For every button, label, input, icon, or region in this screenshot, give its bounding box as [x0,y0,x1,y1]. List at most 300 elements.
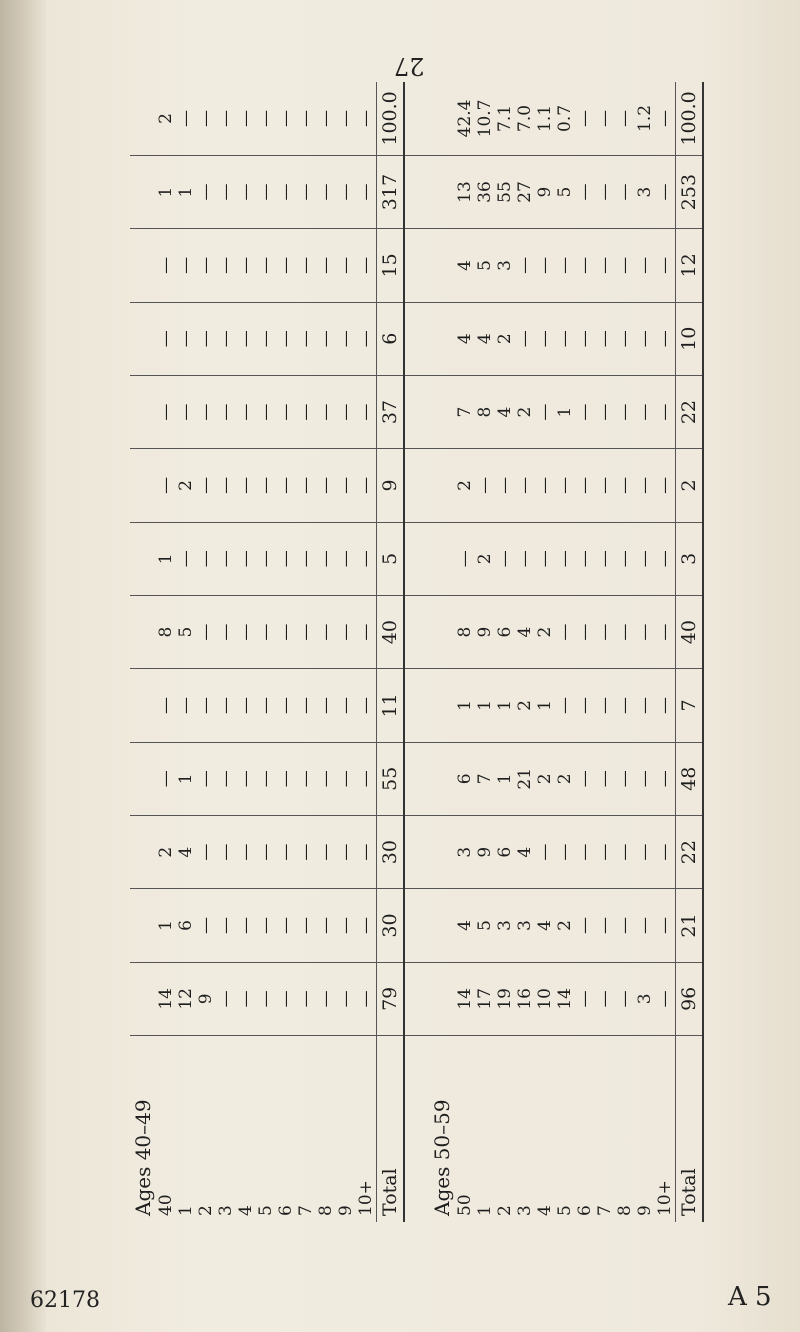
value-cell: — [595,889,615,962]
table-row [156,82,176,1222]
blank-cell [429,155,455,228]
value-cell: — [196,229,216,302]
value-cell: — [595,82,615,155]
gap-cell [404,595,429,668]
value-cell: — [595,669,615,742]
value-cell: 19 [495,962,515,1035]
value-cell: — [356,669,377,742]
value-cell: 1.1 [535,82,555,155]
total-cell: 40 [676,595,704,668]
value-cell: — [196,522,216,595]
value-cell: — [615,82,635,155]
total-cell: 100.0 [377,82,405,155]
value-cell: 9 [196,962,216,1035]
total-cell: 22 [676,815,704,888]
total-cell: 317 [377,155,405,228]
value-cell: — [276,742,296,815]
value-cell: — [216,449,236,522]
value-cell: 9 [475,815,495,888]
table-row [236,82,256,1222]
age-cell: 6 [575,1205,595,1216]
value-cell: 2 [535,595,555,668]
value-cell: 27 [515,155,535,228]
table-row [276,82,296,1222]
age-cell: 40 [156,1194,176,1216]
value-cell: — [296,889,316,962]
value-cell: — [655,82,676,155]
gap-cell [404,302,429,375]
value-cell: — [595,815,615,888]
table-row [595,82,615,1222]
value-cell: — [655,522,676,595]
value-cell: — [296,375,316,448]
value-cell: 7.1 [495,82,515,155]
value-cell: — [256,155,276,228]
value-cell: — [256,595,276,668]
value-cell: — [296,815,316,888]
blank-cell [130,595,156,668]
value-cell: — [236,742,256,815]
value-cell: — [236,82,256,155]
table-row [256,82,276,1222]
blank-cell [429,229,455,302]
value-cell: 2 [555,742,575,815]
age-cell: 3 [216,1205,236,1216]
value-cell: 2 [156,82,176,155]
value-cell: — [655,742,676,815]
value-cell: — [356,962,377,1035]
value-cell: — [196,889,216,962]
value-cell: — [535,375,555,448]
total-cell: 253 [676,155,704,228]
value-cell: — [356,82,377,155]
value-cell: — [575,962,595,1035]
value-cell: — [236,302,256,375]
value-cell: — [575,595,595,668]
blank-cell [130,229,156,302]
value-cell: 1 [535,669,555,742]
value-cell: — [655,302,676,375]
value-cell: — [316,595,336,668]
value-cell: 1 [156,155,176,228]
value-cell: — [316,302,336,375]
value-cell: — [336,82,356,155]
value-cell: 2 [475,522,495,595]
value-cell: 10.7 [475,82,495,155]
value-cell: 7 [455,375,475,448]
value-cell: — [156,449,176,522]
value-cell: — [615,522,635,595]
value-cell: — [176,375,196,448]
value-cell: — [256,669,276,742]
value-cell: — [336,449,356,522]
total-cell: 7 [676,669,704,742]
value-cell: — [276,155,296,228]
value-cell: 6 [495,595,515,668]
total-cell: 21 [676,889,704,962]
blank-cell [429,889,455,962]
value-cell: — [296,449,316,522]
table-row [336,82,356,1222]
total-cell: 40 [377,595,405,668]
total-cell: 22 [676,375,704,448]
value-cell: — [316,522,336,595]
total-cell: 79 [377,962,405,1035]
blank-cell [429,742,455,815]
value-cell: — [356,742,377,815]
value-cell: 4 [515,595,535,668]
value-cell: 1 [555,375,575,448]
gap-cell [404,522,429,595]
value-cell: — [515,522,535,595]
value-cell: — [316,962,336,1035]
total-cell: 15 [377,229,405,302]
value-cell: — [575,522,595,595]
value-cell: — [535,302,555,375]
value-cell: — [655,449,676,522]
value-cell: 10 [535,962,555,1035]
blank-cell [429,522,455,595]
value-cell: — [236,815,256,888]
age-cell: 9 [336,1205,356,1216]
age-cell: 1 [475,1205,495,1216]
section-gap [404,82,429,1222]
value-cell: — [316,889,336,962]
value-cell: 9 [535,155,555,228]
value-cell: — [555,229,575,302]
value-cell: — [336,595,356,668]
blank-cell [429,815,455,888]
value-cell: — [655,962,676,1035]
age-cell: 8 [615,1205,635,1216]
value-cell: — [615,375,635,448]
value-cell: — [296,522,316,595]
age-cell: 5 [256,1205,276,1216]
blank-cell [130,82,156,155]
blank-cell [429,669,455,742]
value-cell: 1 [495,742,515,815]
value-cell: 1 [176,155,196,228]
value-cell: 5 [475,889,495,962]
value-cell: — [196,375,216,448]
value-cell: 3 [495,229,515,302]
value-cell: 2 [455,449,475,522]
value-cell: 1 [176,742,196,815]
value-cell: — [296,595,316,668]
value-cell: 4 [535,889,555,962]
gap-cell [404,449,429,522]
value-cell: — [156,229,176,302]
value-cell: — [615,595,635,668]
value-cell: — [316,375,336,448]
value-cell: — [575,302,595,375]
value-cell: 1 [455,669,475,742]
section-label-row [429,82,455,1222]
total-row [676,82,704,1222]
value-cell: — [316,155,336,228]
value-cell: — [336,962,356,1035]
value-cell: 2 [555,889,575,962]
age-cell: 2 [495,1205,515,1216]
value-cell: — [296,962,316,1035]
value-cell: — [276,449,296,522]
value-cell: 7.0 [515,82,535,155]
value-cell: — [615,155,635,228]
value-cell: — [595,522,615,595]
value-cell: 1 [495,669,515,742]
value-cell: 4 [455,302,475,375]
value-cell: 6 [455,742,475,815]
value-cell: 3 [635,155,655,228]
value-cell: — [595,742,615,815]
value-cell: — [575,375,595,448]
table-row [515,82,535,1222]
value-cell: 4 [475,302,495,375]
total-row [377,82,405,1222]
table-row [555,82,575,1222]
value-cell: — [256,815,276,888]
value-cell: 42.4 [455,82,475,155]
table-row [316,82,336,1222]
blank-cell [130,889,156,962]
value-cell: 8 [475,375,495,448]
blank-cell [429,302,455,375]
value-cell: — [615,889,635,962]
value-cell: — [336,742,356,815]
value-cell: — [216,375,236,448]
total-cell: 9 [377,449,405,522]
value-cell: 5 [176,595,196,668]
value-cell: 14 [555,962,575,1035]
total-cell: 12 [676,229,704,302]
value-cell: — [276,375,296,448]
value-cell: — [615,962,635,1035]
gap-cell [404,742,429,815]
value-cell: — [216,155,236,228]
value-cell: — [475,449,495,522]
page-number: 27 [394,52,425,80]
value-cell: — [655,229,676,302]
value-cell: — [356,375,377,448]
value-cell: — [236,889,256,962]
table-row [356,82,377,1222]
value-cell: — [216,595,236,668]
value-cell: — [316,669,336,742]
value-cell: — [356,302,377,375]
age-cell: 4 [535,1205,555,1216]
value-cell: — [236,449,256,522]
blank-cell [130,669,156,742]
value-cell: 3 [635,962,655,1035]
age-cell: 6 [276,1205,296,1216]
value-cell: 1.2 [635,82,655,155]
value-cell: 4 [455,229,475,302]
age-cell: 3 [515,1205,535,1216]
total-cell: 37 [377,375,405,448]
blank-cell [130,375,156,448]
value-cell: — [595,302,615,375]
value-cell: — [176,302,196,375]
age-cell: 10+ [356,1180,376,1216]
gap-cell [404,82,429,155]
value-cell: — [256,742,276,815]
value-cell: — [555,302,575,375]
value-cell: 55 [495,155,515,228]
value-cell: — [196,669,216,742]
sheet-code: 62178 [30,1288,100,1313]
value-cell: — [196,302,216,375]
value-cell: — [535,449,555,522]
value-cell: — [256,302,276,375]
value-cell: — [276,889,296,962]
value-cell: 3 [495,889,515,962]
table-row [495,82,515,1222]
value-cell: — [216,522,236,595]
total-cell: 55 [377,742,405,815]
age-cell: 2 [196,1205,216,1216]
value-cell: 2 [156,815,176,888]
value-cell: 21 [515,742,535,815]
total-cell: 96 [676,962,704,1035]
blank-cell [130,302,156,375]
value-cell: — [555,449,575,522]
value-cell: — [495,522,515,595]
rotated-table [130,82,700,1222]
value-cell: 8 [156,595,176,668]
value-cell: 9 [475,595,495,668]
value-cell: — [256,522,276,595]
value-cell: — [336,155,356,228]
value-cell: — [336,229,356,302]
value-cell: — [595,155,615,228]
total-cell: 6 [377,302,405,375]
value-cell: — [635,229,655,302]
value-cell: — [256,375,276,448]
book-spine-shadow [0,0,46,1332]
blank-cell [429,375,455,448]
total-cell: 2 [676,449,704,522]
value-cell: — [156,375,176,448]
value-cell: — [296,302,316,375]
value-cell: 2 [515,375,535,448]
value-cell: — [236,522,256,595]
value-cell: — [336,815,356,888]
blank-cell [130,742,156,815]
value-cell: — [655,155,676,228]
value-cell: — [196,82,216,155]
value-cell: — [236,229,256,302]
value-cell: — [555,815,575,888]
value-cell: — [615,229,635,302]
value-cell: — [595,449,615,522]
value-cell: — [276,962,296,1035]
value-cell: — [575,889,595,962]
value-cell: 1 [156,889,176,962]
value-cell: — [615,815,635,888]
age-cell: 8 [316,1205,336,1216]
value-cell: 2 [515,669,535,742]
value-cell: — [635,815,655,888]
age-cell: 50 [455,1194,475,1216]
value-cell: — [256,82,276,155]
value-cell: — [296,669,316,742]
value-cell: — [196,449,216,522]
total-cell: 10 [676,302,704,375]
value-cell: 2 [535,742,555,815]
value-cell: — [575,742,595,815]
value-cell: — [196,155,216,228]
table-row [635,82,655,1222]
total-cell: 3 [676,522,704,595]
gap-cell [404,229,429,302]
value-cell: — [635,522,655,595]
value-cell: 12 [176,962,196,1035]
value-cell: 14 [156,962,176,1035]
gap-cell [404,375,429,448]
value-cell: 6 [176,889,196,962]
total-label: Total [676,1036,704,1223]
value-cell: — [236,962,256,1035]
age-cell: 7 [296,1205,316,1216]
value-cell: — [176,229,196,302]
section-label-row [130,82,156,1222]
value-cell: — [515,449,535,522]
value-cell: — [655,375,676,448]
value-cell: — [216,742,236,815]
value-cell: 2 [176,449,196,522]
blank-cell [130,449,156,522]
value-cell: — [356,815,377,888]
value-cell: — [635,302,655,375]
value-cell: 0.7 [555,82,575,155]
value-cell: — [635,375,655,448]
value-cell: — [356,155,377,228]
total-cell: 30 [377,815,405,888]
value-cell: — [176,669,196,742]
value-cell: — [575,155,595,228]
blank-cell [429,962,455,1035]
value-cell: — [356,229,377,302]
value-cell: — [216,889,236,962]
gap-cell [404,815,429,888]
value-cell: — [515,302,535,375]
value-cell: — [635,669,655,742]
value-cell: — [276,595,296,668]
value-cell: — [595,375,615,448]
value-cell: — [595,962,615,1035]
value-cell: — [356,595,377,668]
value-cell: — [236,595,256,668]
blank-cell [429,449,455,522]
value-cell: — [216,229,236,302]
value-cell: — [156,302,176,375]
value-cell: — [316,742,336,815]
value-cell: 17 [475,962,495,1035]
value-cell: — [575,229,595,302]
age-cell: 10+ [655,1180,675,1216]
corner-mark: A 5 [728,1282,772,1312]
value-cell: — [296,82,316,155]
value-cell: — [276,815,296,888]
age-cell: 4 [236,1205,256,1216]
value-cell: — [615,669,635,742]
value-cell: — [575,82,595,155]
total-cell: 48 [676,742,704,815]
value-cell: — [276,302,296,375]
table-row [475,82,495,1222]
gap-cell [404,889,429,962]
value-cell: 5 [555,155,575,228]
